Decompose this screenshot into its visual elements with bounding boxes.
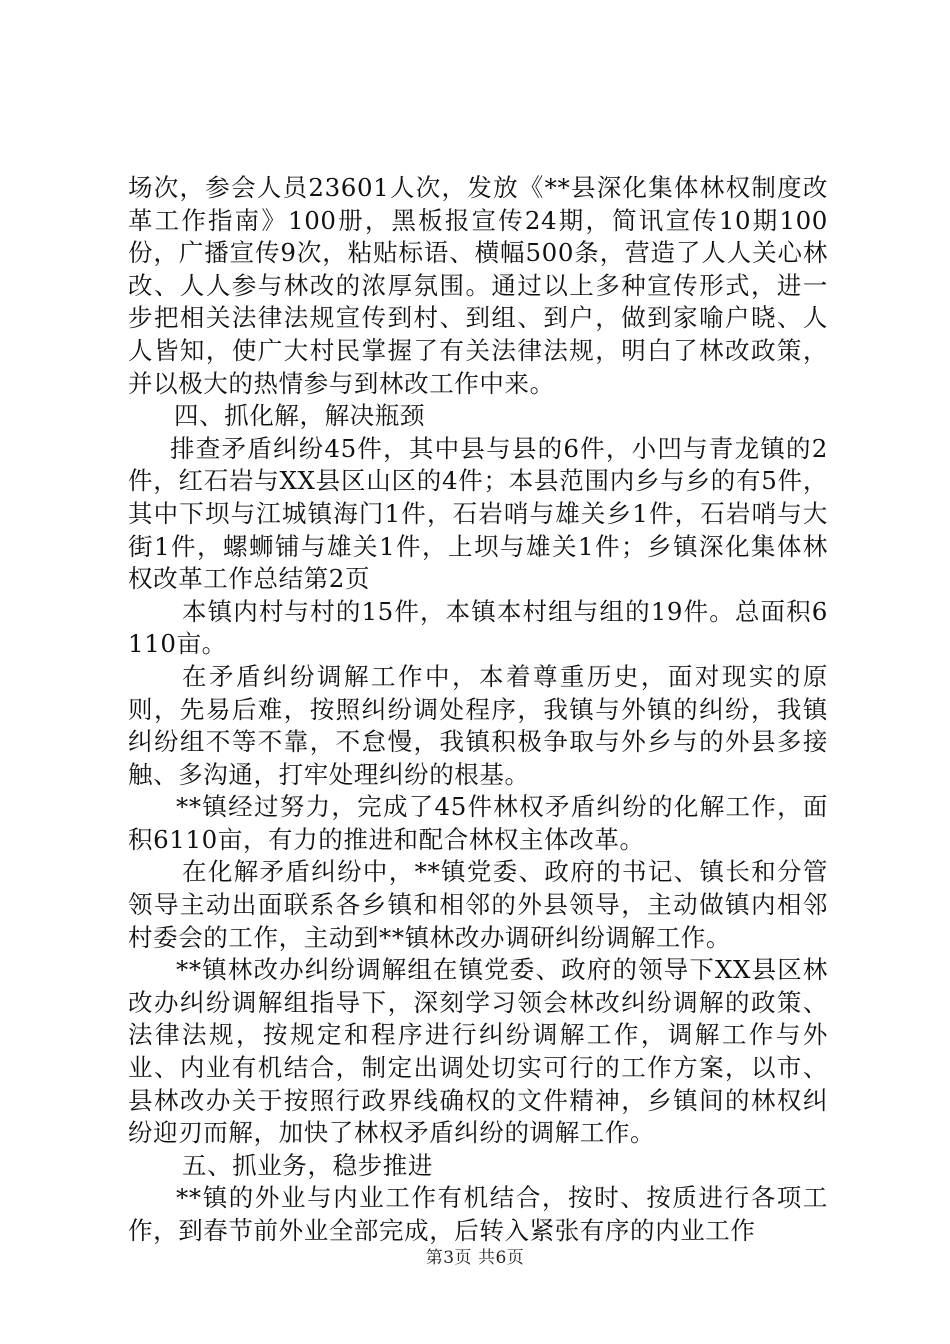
paragraph-fieldwork: **镇的外业与内业工作有机结合，按时、按质进行各项工作，到春节前外业全部完成，后转入紧张有序的内业工作	[128, 1183, 828, 1245]
paragraph-dispute-survey: 排查矛盾纠纷45件，其中县与县的6件，小凹与青龙镇的2件，红石岩与XX县区山区的4件；本县范围内乡与乡的有5件，其中下坝与江城镇海门1件，石岩哨与雄关乡1件，石岩哨与大街1件，螺蛳铺与雄关1件，上坝与雄关1件；乡镇深化集体林权改革工作总结第2页	[128, 433, 828, 594]
document-body	[128, 172, 828, 1248]
paragraph-village-disputes: 本镇内村与村的15件，本镇本村组与组的19件。总面积6110亩。	[128, 596, 828, 659]
section-heading-five: 五、抓业务，稳步推进	[182, 1150, 433, 1180]
paragraph-mediation-group: **镇林改办纠纷调解组在镇党委、政府的领导下XX县区林改办纠纷调解组指导下，深刻学习领会林改纠纷调解的政策、法律法规，按规定和程序进行纠纷调解工作，调解工作与外业、内业有机结合，制定出调处切实可行的工作方案，以市、县林改办关于按照行政界线确权的文件精神，乡镇间的林权纠纷迎刃而解，加快了林权矛盾纠纷的调解工作。	[128, 955, 828, 1148]
paragraph-leadership: 在化解矛盾纠纷中，**镇党委、政府的书记、镇长和分管领导主动出面联系各乡镇和相邻的外县领导，主动做镇内相邻村委会的工作，主动到**镇林改办调研纠纷调解工作。	[128, 857, 828, 952]
page-footer: 第3页 共6页	[425, 1248, 525, 1268]
paragraph-publicity-summary: 场次，参会人员23601人次，发放《**县深化集体林权制度改革工作指南》100册，黑板报宣传24期，简讯宣传10期100份，广播宣传9次，粘贴标语、横幅500条，营造了人人关心林改、人人参与林改的浓厚氛围。通过以上多种宣传形式，进一步把相关法律法规宣传到村、到组、到户，做到家喻户晓、人人皆知，使广大村民掌握了有关法律法规，明白了林改政策，并以极大的热情参与到林改工作中来。	[128, 173, 828, 398]
paragraph-mediation-approach: 在矛盾纠纷调解工作中，本着尊重历史，面对现实的原则，先易后难，按照纠纷调处程序，我镇与外镇的纠纷，我镇纠纷组不等不靠，不怠慢，我镇积极争取与外乡与的外县多接触、多沟通，打牢处理纠纷的根基。	[128, 661, 828, 789]
paragraph-resolution-result: **镇经过努力，完成了45件林权矛盾纠纷的化解工作，面积6110亩，有力的推进和配合林权主体改革。	[128, 792, 828, 854]
section-heading-four: 四、抓化解，解决瓶颈	[174, 401, 425, 431]
